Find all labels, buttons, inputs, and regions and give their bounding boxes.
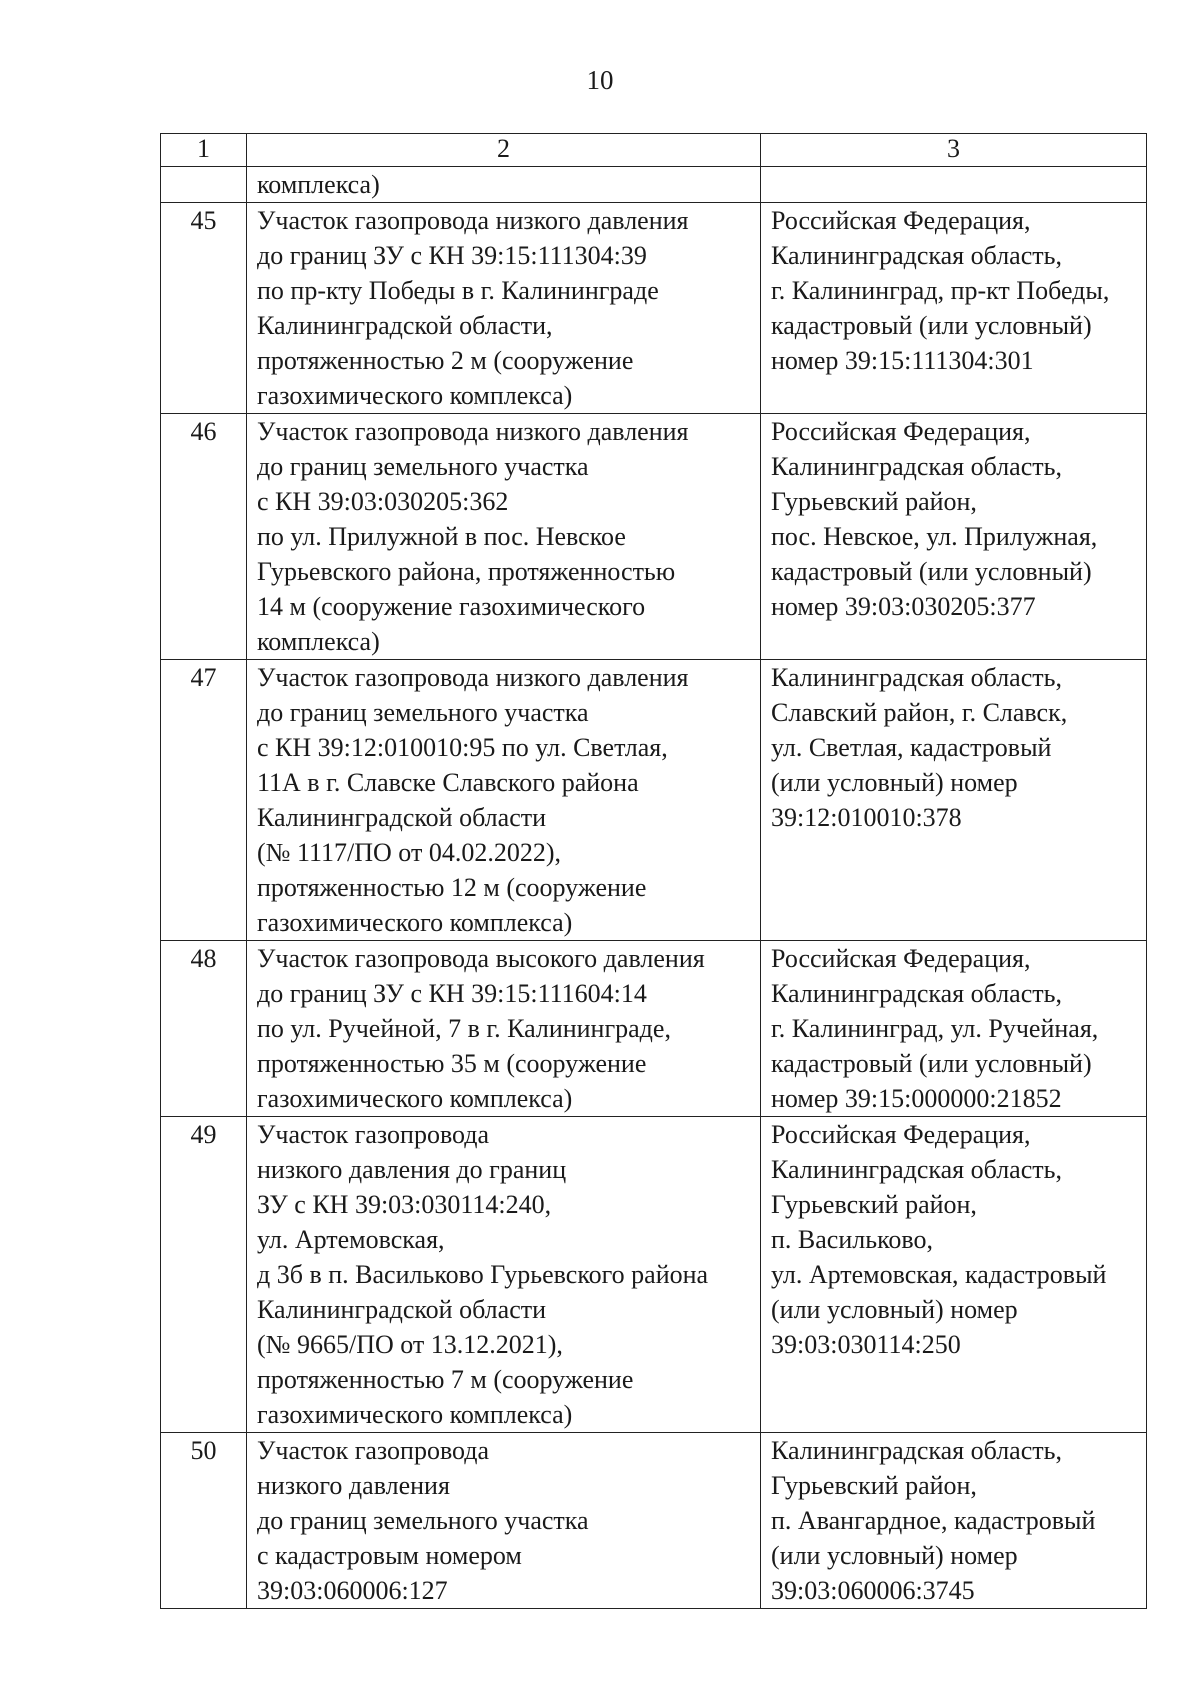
object-address-line: ул. Артемовская, кадастровый — [771, 1260, 1107, 1289]
object-address-cell — [761, 203, 1147, 414]
object-description-line: ул. Артемовская, — [257, 1225, 445, 1254]
row-number: 50 — [161, 1433, 247, 1609]
row-number — [161, 167, 247, 203]
object-address-line: Славский район, г. Славск, — [771, 698, 1068, 727]
object-address-cell — [761, 1117, 1147, 1433]
object-description-line: газохимического комплекса) — [257, 381, 573, 410]
row-number: 45 — [161, 203, 247, 414]
object-address-line: Гурьевский район, — [771, 1471, 977, 1500]
object-address-line: Калининградская область, — [771, 241, 1062, 270]
object-address-cell — [761, 414, 1147, 660]
table-row — [161, 203, 1147, 414]
object-description-line: низкого давления — [257, 1471, 450, 1500]
object-description-line: газохимического комплекса) — [257, 908, 573, 937]
object-description-line: комплекса) — [257, 170, 380, 199]
object-address-line: Российская Федерация, — [771, 417, 1031, 446]
object-description-line: Калининградской области — [257, 1295, 547, 1324]
object-description-line: до границ ЗУ с КН 39:15:111604:14 — [257, 979, 647, 1008]
object-address-line: (или условный) номер — [771, 1541, 1018, 1570]
object-description-line: газохимического комплекса) — [257, 1084, 573, 1113]
object-description-line: Участок газопровода низкого давления — [257, 206, 689, 235]
object-description-line: 14 м (сооружение газохимического — [257, 592, 646, 621]
object-description-line: по ул. Прилужной в пос. Невское — [257, 522, 626, 551]
object-address-cell — [761, 1433, 1147, 1609]
object-description-line: 11А в г. Славске Славского района — [257, 768, 639, 797]
object-address-line: п. Васильково, — [771, 1225, 933, 1254]
object-description-line: д 3б в п. Васильково Гурьевского района — [257, 1260, 709, 1289]
table-row — [161, 660, 1147, 941]
object-description-line: Участок газопровода — [257, 1120, 490, 1149]
object-description-line: Участок газопровода низкого давления — [257, 417, 689, 446]
object-address-line: номер 39:15:111304:301 — [771, 346, 1034, 375]
object-address-line: Калининградская область, — [771, 452, 1062, 481]
table-row — [161, 941, 1147, 1117]
object-description-line: 39:03:060006:127 — [257, 1576, 448, 1605]
object-address-line: Калининградская область, — [771, 1436, 1062, 1465]
object-description-line: (№ 1117/ПО от 04.02.2022), — [257, 838, 561, 867]
object-address-cell — [761, 660, 1147, 941]
page-number: 10 — [586, 65, 614, 95]
object-description-line: по пр-кту Победы в г. Калининграде — [257, 276, 659, 305]
column-header-1: 1 — [161, 134, 247, 167]
object-description-line: с кадастровым номером — [257, 1541, 522, 1570]
object-description-line: с КН 39:03:030205:362 — [257, 487, 509, 516]
object-address-line: Гурьевский район, — [771, 487, 977, 516]
row-number: 47 — [161, 660, 247, 941]
table-row — [161, 167, 1147, 203]
object-address-cell — [761, 167, 1147, 203]
object-address-line: Российская Федерация, — [771, 1120, 1031, 1149]
object-address-cell — [761, 941, 1147, 1117]
object-address-line: Калининградская область, — [771, 663, 1062, 692]
object-address-line: Калининградская область, — [771, 1155, 1062, 1184]
row-number: 46 — [161, 414, 247, 660]
object-address-line: ул. Светлая, кадастровый — [771, 733, 1052, 762]
object-description-line: по ул. Ручейной, 7 в г. Калининграде, — [257, 1014, 671, 1043]
object-description-line: Калининградской области — [257, 803, 547, 832]
object-description-line: до границ земельного участка — [257, 698, 589, 727]
table-row — [161, 1433, 1147, 1609]
object-address-line: номер 39:03:030205:377 — [771, 592, 1036, 621]
object-address-line: 39:12:010010:378 — [771, 803, 962, 832]
object-address-line: 39:03:060006:3745 — [771, 1576, 975, 1605]
object-address-line: Гурьевский район, — [771, 1190, 977, 1219]
registry-table — [160, 133, 1147, 1609]
table-header-row — [161, 134, 1147, 167]
object-description-line: Участок газопровода низкого давления — [257, 663, 689, 692]
object-address-line: г. Калининград, ул. Ручейная, — [771, 1014, 1099, 1043]
object-address-line: Российская Федерация, — [771, 944, 1031, 973]
object-description-line: до границ земельного участка — [257, 1506, 589, 1535]
object-description-line: протяженностью 2 м (сооружение — [257, 346, 634, 375]
object-description-cell — [247, 203, 761, 414]
column-header-3: 3 — [761, 134, 1147, 167]
object-address-line: 39:03:030114:250 — [771, 1330, 961, 1359]
object-address-line: кадастровый (или условный) — [771, 311, 1092, 340]
object-description-line: газохимического комплекса) — [257, 1400, 573, 1429]
column-header-2: 2 — [247, 134, 761, 167]
object-description-cell — [247, 414, 761, 660]
object-description-cell — [247, 660, 761, 941]
object-description-line: комплекса) — [257, 627, 380, 656]
row-number: 49 — [161, 1117, 247, 1433]
object-description-line: ЗУ с КН 39:03:030114:240, — [257, 1190, 552, 1219]
object-description-line: низкого давления до границ — [257, 1155, 567, 1184]
object-description-line: до границ земельного участка — [257, 452, 589, 481]
object-description-cell — [247, 167, 761, 203]
object-description-cell — [247, 1433, 761, 1609]
object-address-line: (или условный) номер — [771, 768, 1018, 797]
object-description-line: с КН 39:12:010010:95 по ул. Светлая, — [257, 733, 668, 762]
object-description-line: Участок газопровода высокого давления — [257, 944, 705, 973]
table-row — [161, 1117, 1147, 1433]
object-address-line: кадастровый (или условный) — [771, 557, 1092, 586]
object-address-line: г. Калининград, пр-кт Победы, — [771, 276, 1110, 305]
table-row — [161, 414, 1147, 660]
object-description-line: протяженностью 35 м (сооружение — [257, 1049, 647, 1078]
object-description-cell — [247, 1117, 761, 1433]
object-address-line: номер 39:15:000000:21852 — [771, 1084, 1062, 1113]
row-number: 48 — [161, 941, 247, 1117]
object-address-line: пос. Невское, ул. Прилужная, — [771, 522, 1098, 551]
object-address-line: (или условный) номер — [771, 1295, 1018, 1324]
object-description-line: Гурьевского района, протяженностью — [257, 557, 676, 586]
object-address-line: Российская Федерация, — [771, 206, 1031, 235]
object-description-cell — [247, 941, 761, 1117]
object-address-line: п. Авангардное, кадастровый — [771, 1506, 1096, 1535]
object-description-line: Калининградской области, — [257, 311, 553, 340]
table-body — [161, 167, 1147, 1609]
object-description-line: Участок газопровода — [257, 1436, 490, 1465]
object-address-line: Калининградская область, — [771, 979, 1062, 1008]
object-address-line: кадастровый (или условный) — [771, 1049, 1092, 1078]
object-description-line: (№ 9665/ПО от 13.12.2021), — [257, 1330, 563, 1359]
object-description-line: протяженностью 7 м (сооружение — [257, 1365, 634, 1394]
object-description-line: протяженностью 12 м (сооружение — [257, 873, 647, 902]
object-description-line: до границ ЗУ с КН 39:15:111304:39 — [257, 241, 647, 270]
